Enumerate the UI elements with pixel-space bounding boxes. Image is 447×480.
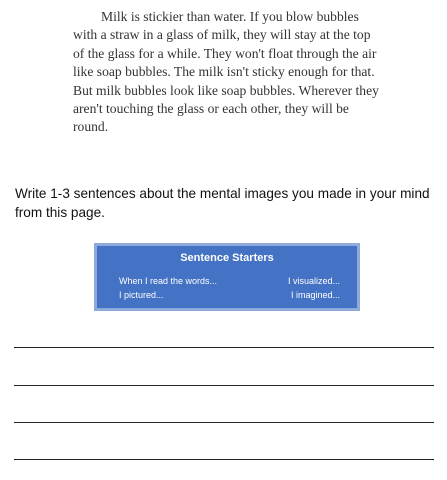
answer-line-3[interactable]	[14, 422, 434, 423]
answer-line-2[interactable]	[14, 385, 434, 386]
sentence-starters-box	[94, 243, 360, 311]
starter-i-pictured: I pictured...	[119, 290, 164, 300]
reading-passage: Milk is stickier than water. If you blow bubbles with a straw in a glass of milk, they will stay at the top of the glass for a while. They won't float through the air like soap bubbles. The milk isn't sticky enough for that. But milk bubbles look like soap bubbles. Wherever they aren't touching the glass or each other, they will be round.	[73, 9, 379, 135]
starter-i-imagined: I imagined...	[290, 290, 340, 300]
starter-i-visualized: I visualized...	[287, 276, 340, 286]
sentence-starters-title: Sentence Starters	[180, 252, 274, 264]
writing-prompt: Write 1-3 sentences about the mental images you made in your mind from this page.	[15, 186, 430, 220]
starter-when-i-read: When I read the words...	[119, 276, 218, 286]
answer-line-1[interactable]	[14, 347, 434, 348]
answer-line-4[interactable]	[14, 459, 434, 460]
